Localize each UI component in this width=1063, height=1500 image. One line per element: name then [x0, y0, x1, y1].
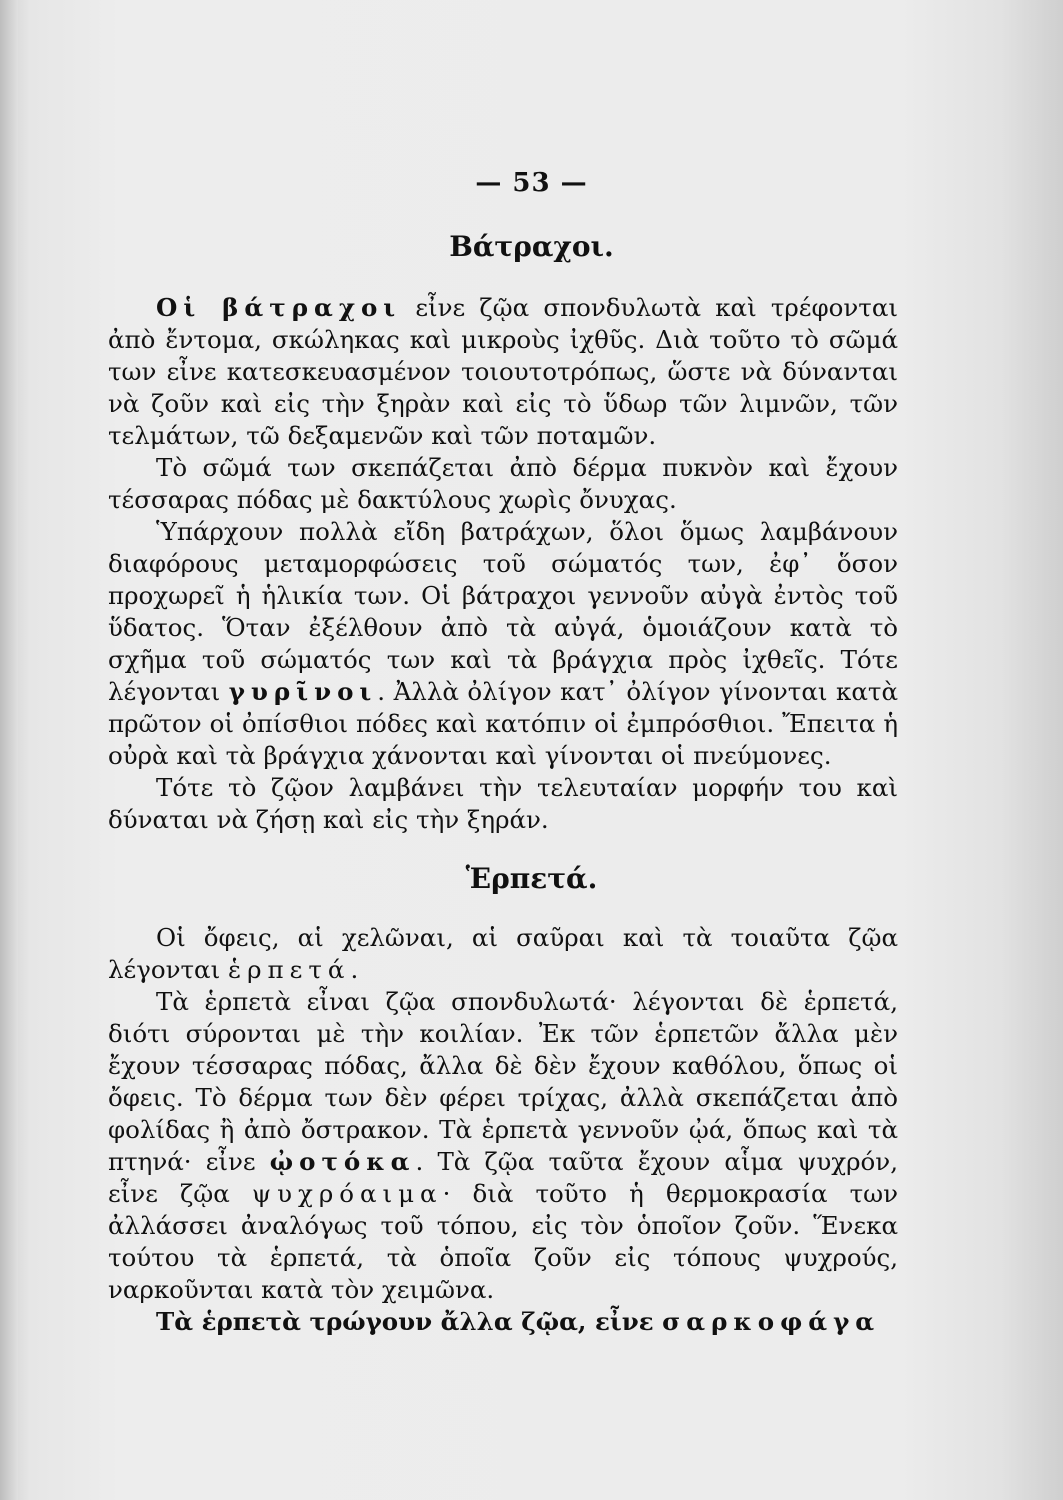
section-frogs-body — [108, 292, 898, 836]
reptiles-paragraph-2 — [108, 986, 898, 1306]
reptiles-paragraph-3 — [108, 1306, 898, 1338]
term-reptiles: ἑρπετά — [228, 955, 351, 984]
reptiles-paragraph-1 — [108, 922, 898, 986]
term-tadpoles: γυρῖνοι — [228, 677, 378, 706]
frogs-paragraph-3-text-a: Ὑπάρχουν πολλὰ εἴδη βατράχων, ὅλοι ὅμως λαμβάνουν διαφόρους μεταμορφώσεις τοῦ σώματός των, ἐφ᾽ ὅσον προχωρεῖ ἡ ἡλικία των. Οἱ βάτραχοι γεννοῦν αὐγὰ ἐντὸς τοῦ ὕδατος. Ὅταν ἐξέλθουν ἀπὸ τὰ αὐγά, ὁμοιάζουν κατὰ τὸ σχῆμα τοῦ σώματός των καὶ τὰ βράγχια πρὸς ἰχθεῖς. Τότε λέγονται — [108, 517, 898, 706]
reptiles-paragraph-2-text-a: Τὰ ἑρπετὰ εἶναι ζῷα σπονδυλωτά· λέγονται δὲ ἑρπετά, διότι σύρονται μὲ τὴν κοιλίαν. Ἐκ τῶν ἑρπετῶν ἄλλα μὲν ἔχουν τέσσαρας πόδας, ἄλλα δὲ δὲν ἔχουν καθόλου, ὅπως οἱ ὄφεις. Τὸ δέρμα των δὲν φέρει τρίχας, ἀλλὰ σκεπάζεται ἀπὸ φολίδας ἢ ἀπὸ ὄστρακον. Τὰ ἑρπετὰ γεννοῦν ᾠά, ὅπως καὶ τὰ πτηνά· εἶνε — [108, 987, 898, 1176]
term-frogs: Οἱ βάτραχοι — [156, 293, 402, 322]
frogs-paragraph-1 — [108, 292, 898, 452]
frogs-paragraph-4: Τότε τὸ ζῷον λαμβάνει τὴν τελευταίαν μορφήν του καὶ δύναται νὰ ζήσῃ καὶ εἰς τὴν ξηράν. — [108, 773, 898, 834]
frogs-paragraph-3-text-b: . Ἀλλὰ ὀλίγον κατ᾽ ὀλίγον γίνονται κατὰ πρῶτον οἱ ὀπίσθιοι πόδες καὶ κατόπιν οἱ ἐμπρόσθιοι. Ἔπειτα ἡ οὐρὰ καὶ τὰ βράγχια χάνονται καὶ γίνονται οἱ πνεύμονες. — [108, 677, 898, 770]
reptiles-paragraph-2-text-b: . Τὰ ζῷα ταῦτα ἔχουν αἷμα ψυχρόν, εἶνε ζῷα — [108, 1147, 898, 1208]
reptiles-paragraph-1-text-b: . — [350, 955, 359, 984]
section-reptiles-body — [108, 922, 898, 1338]
reptiles-paragraph-3-text: Τὰ ἑρπετὰ τρώγουν ἄλλα ζῷα, εἶνε — [156, 1307, 663, 1336]
frogs-paragraph-1-text: εἶνε ζῷα σπονδυλωτὰ καὶ τρέφονται ἀπὸ ἔντομα, σκώληκας καὶ μικροὺς ἰχθῦς. Διὰ τοῦτο τὸ σῶμά των εἶνε κατεσκευασμένον τοιουτοτρόπως, ὥστε νὰ δύνανται νὰ ζοῦν καὶ εἰς τὴν ξηρὰν καὶ εἰς τὸ ὕδωρ τῶν λιμνῶν, τῶν τελμάτων, τῶ δεξαμενῶν καὶ τῶν ποταμῶν. — [108, 293, 898, 450]
term-oviparous: ᾠοτόκα — [269, 1147, 416, 1176]
reptiles-paragraph-1-text-a: Οἱ ὄφεις, αἱ χελῶναι, αἱ σαῦραι καὶ τὰ τοιαῦτα ζῷα λέγονται — [108, 923, 898, 984]
term-cold-blooded: ψυχρόαιμα — [251, 1179, 443, 1208]
page-number: — 53 — — [475, 168, 588, 198]
page-spine-shadow — [0, 0, 18, 1500]
reptiles-paragraph-2-text-c: · διὰ τοῦτο ἡ θερμοκρασία των ἀλλάσσει ἀναλόγως τοῦ τόπου, εἰς τὸν ὁποῖον ζοῦν. Ἕνεκα τούτου τὰ ἑρπετά, τὰ ὁποῖα ζοῦν εἰς τόπους ψυχρούς, ναρκοῦνται κατὰ τὸν χειμῶνα. — [108, 1179, 899, 1304]
frogs-paragraph-2: Τὸ σῶμά των σκεπάζεται ἀπὸ δέρμα πυκνὸν καὶ ἔχουν τέσσαρας πόδας μὲ δακτύλους χωρὶς ὄνυχας. — [108, 453, 898, 514]
frogs-paragraph-3 — [108, 516, 898, 772]
term-carnivorous: σαρκοφάγα — [662, 1307, 881, 1336]
section-title-reptiles: Ἑρπετά. — [465, 862, 598, 895]
section-title-frogs: Βάτραχοι. — [449, 230, 614, 263]
